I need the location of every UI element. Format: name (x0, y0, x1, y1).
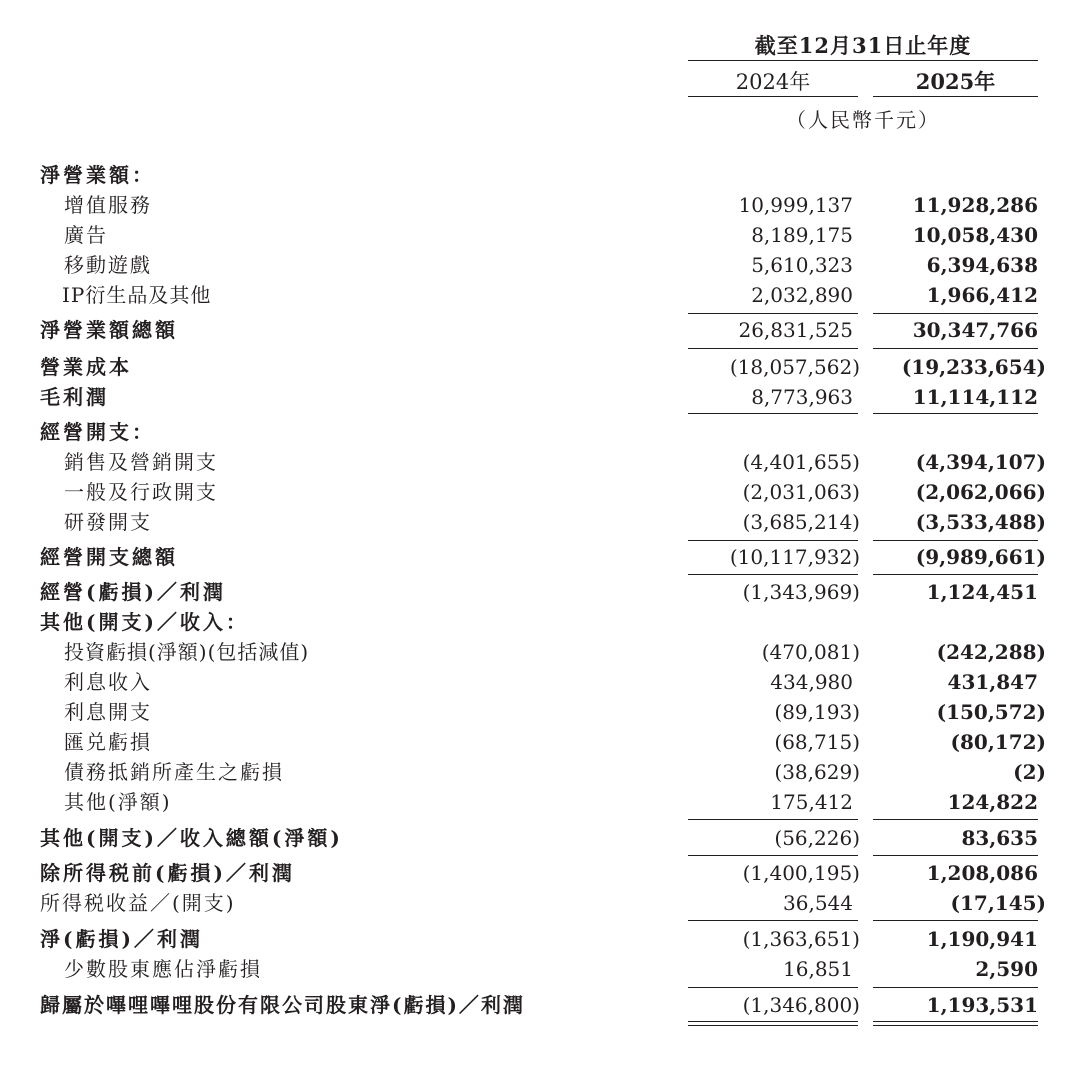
subtotal-rule (873, 855, 1038, 856)
row-label: 淨營業額： (40, 163, 155, 187)
subtotal-rule (873, 574, 1038, 575)
row-label: 營業成本 (40, 355, 132, 379)
row-label: 經營開支： (40, 420, 155, 444)
table-row (0, 757, 1080, 787)
table-row (0, 727, 1080, 757)
value-2025: 83,635 (961, 826, 1038, 850)
value-2024: 2,032,890 (751, 283, 853, 307)
table-row (0, 382, 1080, 412)
value-2024: 36,544 (783, 891, 853, 915)
subtotal-rule (873, 348, 1038, 349)
value-2024: (1,346,800) (742, 993, 860, 1017)
value-2025: 1,124,451 (926, 580, 1038, 604)
value-2024: 8,773,963 (751, 385, 853, 409)
row-label: 增值服務 (64, 193, 152, 217)
section-other-income (0, 607, 1080, 637)
subtotal-rule (873, 987, 1038, 988)
row-label: 債務抵銷所產生之虧損 (64, 760, 284, 784)
row-label: 經營開支總額 (40, 545, 178, 569)
table-row (0, 924, 1080, 954)
row-label: 毛利潤 (40, 385, 109, 409)
table-row (0, 823, 1080, 853)
value-2025: (242,288) (936, 640, 1046, 664)
value-2025: 11,114,112 (912, 385, 1038, 409)
subtotal-rule (688, 348, 858, 349)
table-row (0, 858, 1080, 888)
row-label: 其他(淨額) (64, 790, 172, 814)
period-heading: 截至12月31日止年度 (754, 33, 972, 58)
row-label: 其他(開支)／收入總額(淨額) (40, 826, 343, 850)
double-rule-bottom (688, 1025, 858, 1026)
value-2025: 1,208,086 (926, 861, 1038, 885)
table-row (0, 507, 1080, 537)
value-2024: 5,610,323 (751, 253, 853, 277)
value-2025: (19,233,654) (901, 355, 1046, 379)
table-row (0, 542, 1080, 572)
value-2025: (3,533,488) (915, 510, 1046, 534)
year-2025-heading: 2025年 (915, 69, 996, 94)
row-label: 移動遊戲 (64, 253, 152, 277)
value-2024: (38,629) (774, 760, 860, 784)
value-2025: 2,590 (975, 957, 1038, 981)
value-2024: (56,226) (774, 826, 860, 850)
row-label: 利息收入 (64, 670, 152, 694)
table-row (0, 352, 1080, 382)
row-label: 所得税收益／(開支) (40, 891, 236, 915)
value-2025: (2,062,066) (915, 480, 1046, 504)
value-2025: 431,847 (947, 670, 1038, 694)
subtotal-rule (873, 540, 1038, 541)
value-2025: 6,394,638 (926, 253, 1038, 277)
value-2025: (17,145) (950, 891, 1046, 915)
value-2024: (1,343,969) (742, 580, 860, 604)
subtotal-rule (688, 574, 858, 575)
value-2025: (2) (1013, 760, 1046, 784)
value-2025: 1,190,941 (926, 927, 1038, 951)
value-2024: (89,193) (774, 700, 860, 724)
value-2024: (4,401,655) (742, 450, 860, 474)
table-row (0, 447, 1080, 477)
value-2024: 434,980 (770, 670, 853, 694)
value-2024: (2,031,063) (742, 480, 860, 504)
subtotal-rule (688, 413, 858, 414)
subtotal-rule (873, 413, 1038, 414)
row-label: IP衍生品及其他 (62, 283, 212, 307)
row-label: 歸屬於嗶哩嗶哩股份有限公司股東淨(虧損)／利潤 (40, 993, 525, 1017)
row-label: 利息開支 (64, 700, 152, 724)
row-label: 廣告 (64, 223, 108, 247)
table-row (0, 190, 1080, 220)
table-row (0, 990, 1080, 1020)
row-label: 淨(虧損)／利潤 (40, 927, 203, 951)
header-rule (688, 60, 1038, 61)
subtotal-rule (688, 987, 858, 988)
year-rule-2024 (688, 96, 858, 97)
table-row (0, 315, 1080, 345)
value-2025: 11,928,286 (912, 193, 1038, 217)
row-label: 銷售及營銷開支 (64, 450, 218, 474)
table-row (0, 888, 1080, 918)
value-2024: (18,057,562) (729, 355, 860, 379)
table-row (0, 477, 1080, 507)
value-2024: 26,831,525 (738, 318, 853, 342)
subtotal-rule (688, 920, 858, 921)
table-row (0, 697, 1080, 727)
value-2025: 1,966,412 (926, 283, 1038, 307)
value-2024: 16,851 (783, 957, 853, 981)
double-rule-bottom (873, 1025, 1038, 1026)
value-2024: 8,189,175 (751, 223, 853, 247)
year-2024-heading: 2024年 (735, 70, 811, 94)
row-label: 其他(開支)／收入： (40, 610, 249, 634)
subtotal-rule (688, 819, 858, 820)
value-2025: (9,989,661) (915, 545, 1046, 569)
row-label: 少數股東應佔淨虧損 (64, 957, 262, 981)
value-2024: (470,081) (761, 640, 860, 664)
value-2025: 1,193,531 (926, 993, 1038, 1017)
double-rule-top (688, 1021, 858, 1022)
section-net-revenues (0, 160, 1080, 190)
subtotal-rule (873, 313, 1038, 314)
row-label: 匯兑虧損 (64, 730, 152, 754)
year-rule-2025 (873, 96, 1038, 97)
table-row (0, 954, 1080, 984)
row-label: 一般及行政開支 (64, 480, 218, 504)
unit-label: （人民幣千元） (786, 108, 940, 132)
value-2024: (68,715) (774, 730, 860, 754)
value-2024: (1,400,195) (742, 861, 860, 885)
table-row (0, 787, 1080, 817)
subtotal-rule (688, 540, 858, 541)
value-2024: 10,999,137 (738, 193, 853, 217)
subtotal-rule (873, 920, 1038, 921)
value-2024: (3,685,214) (742, 510, 860, 534)
value-2025: (4,394,107) (915, 450, 1046, 474)
table-row (0, 577, 1080, 607)
value-2025: 30,347,766 (912, 318, 1038, 342)
table-row (0, 220, 1080, 250)
value-2024: 175,412 (770, 790, 853, 814)
table-row (0, 667, 1080, 697)
row-label: 投資虧損(淨額)(包括減值) (64, 640, 310, 664)
value-2025: 10,058,430 (912, 223, 1038, 247)
row-label: 研發開支 (64, 510, 152, 534)
subtotal-rule (688, 855, 858, 856)
section-operating-expenses (0, 417, 1080, 447)
table-row (0, 280, 1080, 310)
subtotal-rule (873, 819, 1038, 820)
table-row (0, 250, 1080, 280)
table-row (0, 637, 1080, 667)
row-label: 淨營業額總額 (40, 318, 178, 342)
row-label: 經營(虧損)／利潤 (40, 580, 226, 604)
value-2024: (1,363,651) (742, 927, 860, 951)
value-2024: (10,117,932) (729, 545, 860, 569)
value-2025: (150,572) (936, 700, 1046, 724)
row-label: 除所得税前(虧損)／利潤 (40, 861, 295, 885)
value-2025: (80,172) (950, 730, 1046, 754)
subtotal-rule (688, 313, 858, 314)
value-2025: 124,822 (947, 790, 1038, 814)
double-rule-top (873, 1021, 1038, 1022)
